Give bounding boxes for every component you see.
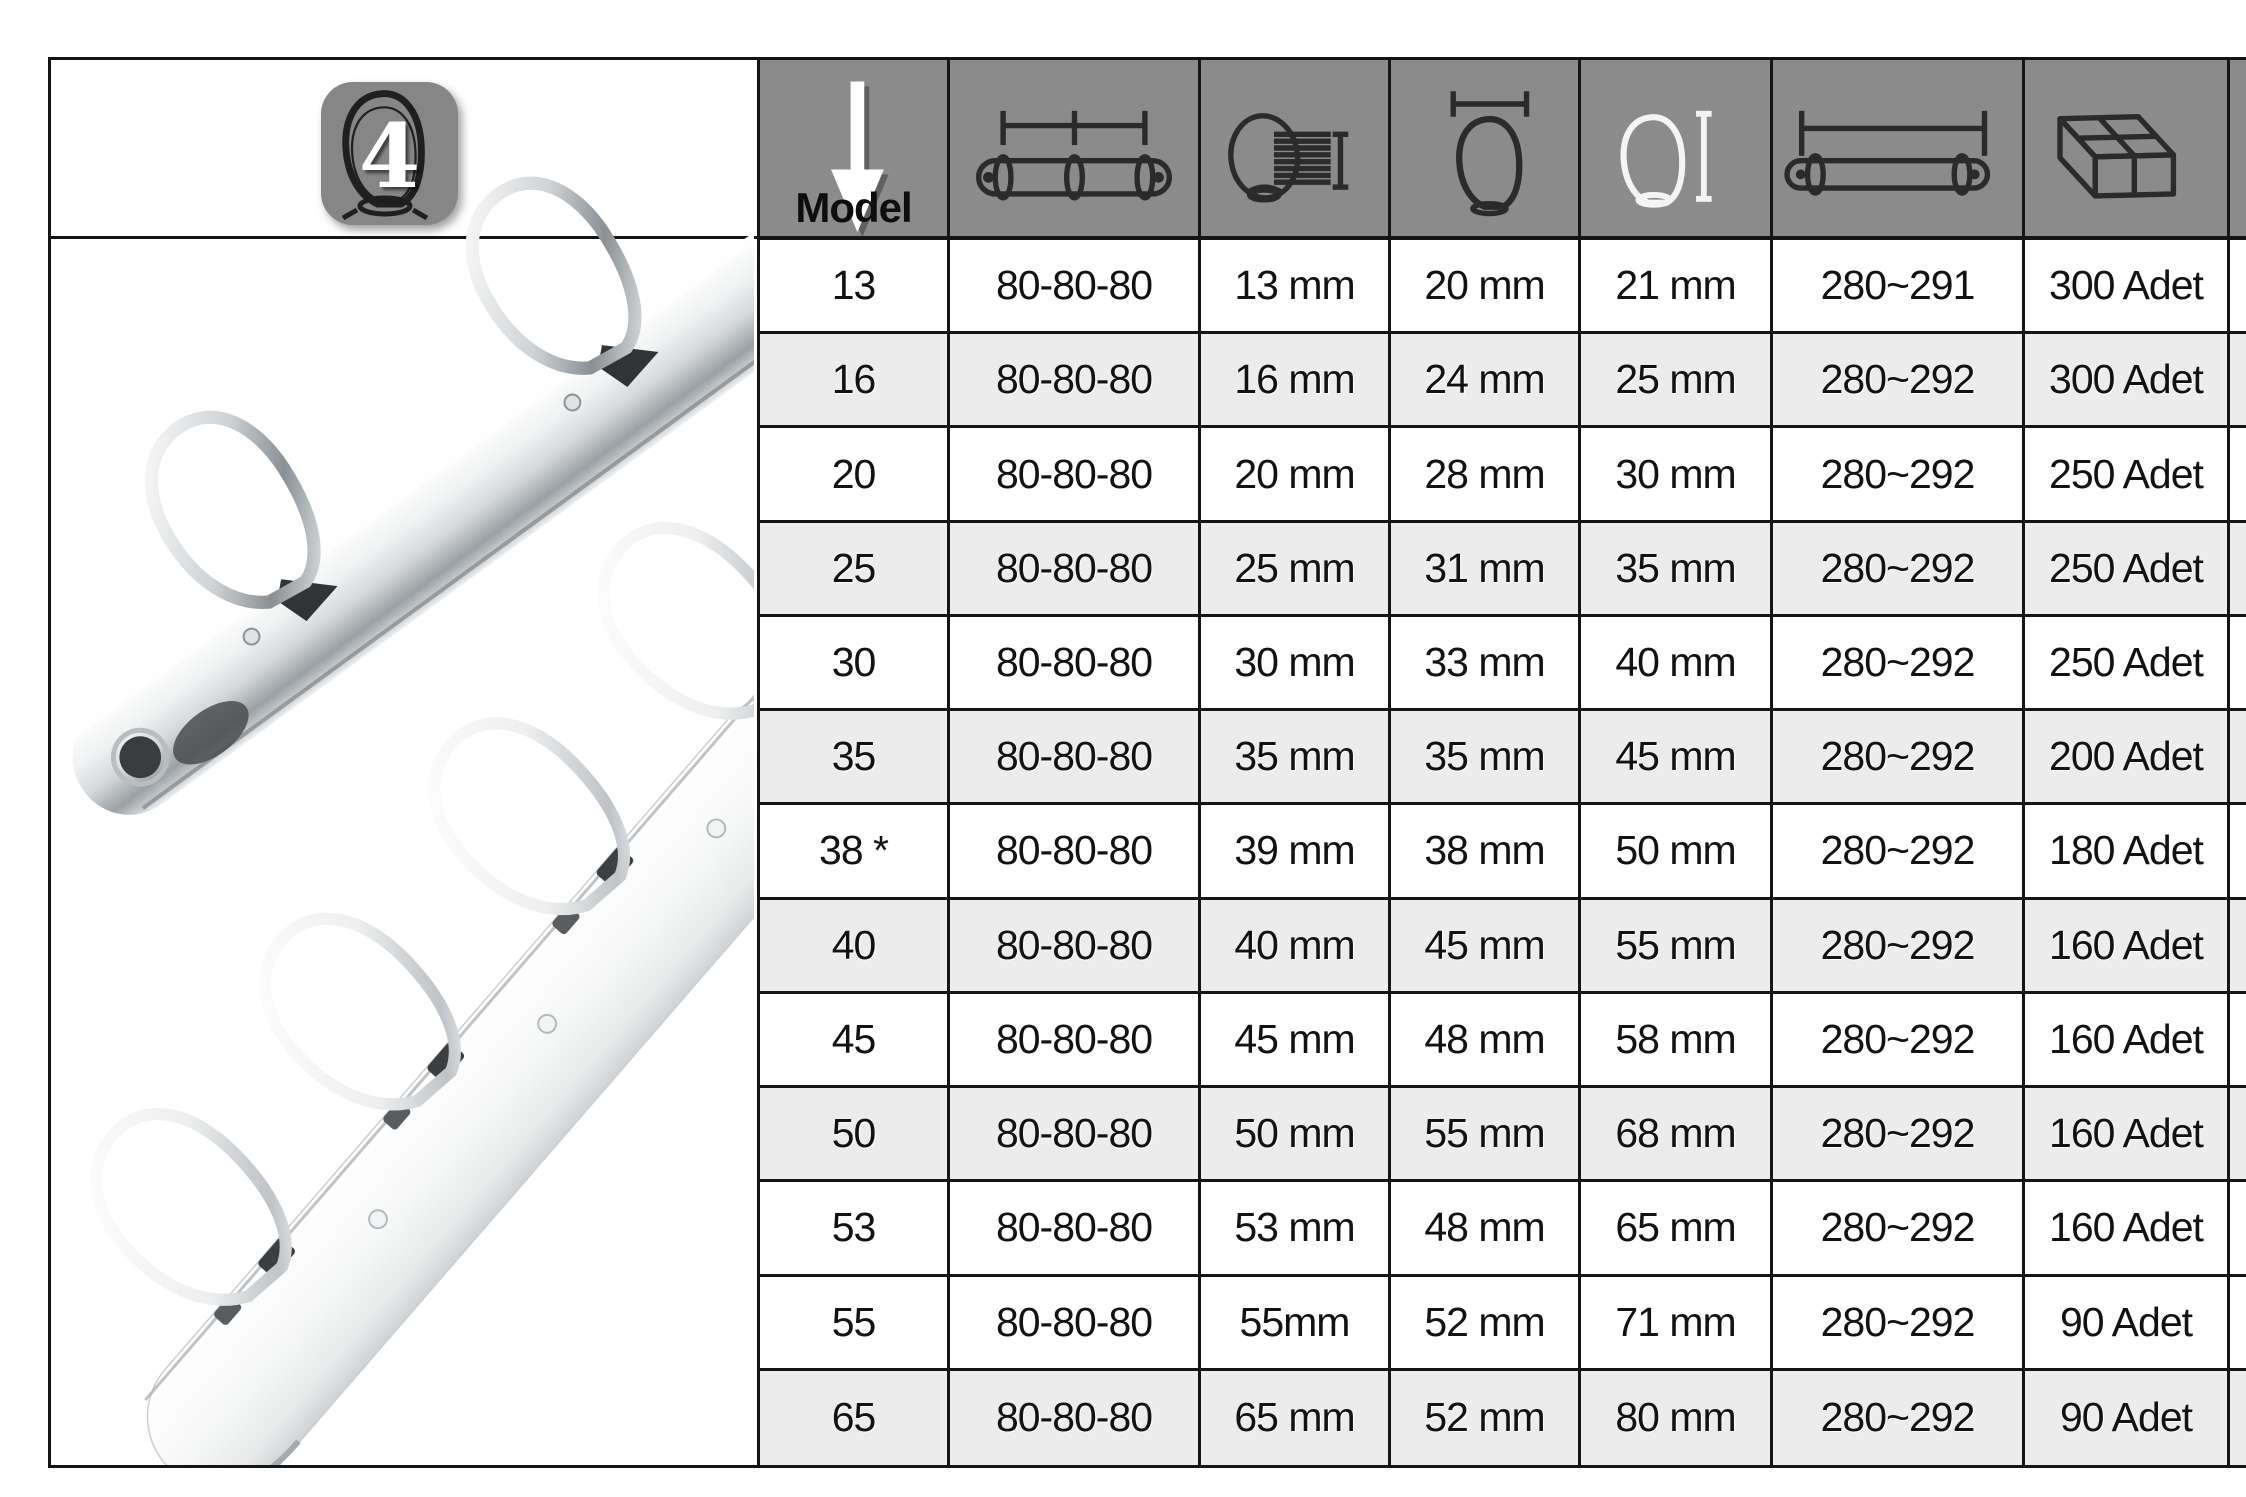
- table-cell: 80-80-80: [950, 523, 1201, 617]
- table-cell: 48 mm: [1391, 994, 1581, 1088]
- model-cell: 40: [760, 900, 950, 994]
- table-cell: 35 mm: [1581, 523, 1773, 617]
- table-cell: 24 mm: [1391, 334, 1581, 428]
- model-cell: 16: [760, 334, 950, 428]
- table-cell-cropped: [2230, 240, 2246, 334]
- table-cell: 80-80-80: [950, 617, 1201, 711]
- table-cell: 25 mm: [1201, 523, 1391, 617]
- table-cell: 80 mm: [1581, 1371, 1773, 1465]
- table-cell: 16 mm: [1201, 334, 1391, 428]
- table-cell: 71 mm: [1581, 1277, 1773, 1371]
- table-cell: 80-80-80: [950, 1182, 1201, 1276]
- header-cropped-column: [2230, 60, 2246, 240]
- table-cell: 90 Adet: [2025, 1371, 2230, 1465]
- table-cell: 48 mm: [1391, 1182, 1581, 1276]
- model-cell: 45: [760, 994, 950, 1088]
- table-cell: 280~292: [1773, 900, 2025, 994]
- table-cell: 250 Adet: [2025, 617, 2230, 711]
- model-cell: 20: [760, 428, 950, 522]
- model-cell: 13: [760, 240, 950, 334]
- table-cell: 80-80-80: [950, 900, 1201, 994]
- table-cell: 80-80-80: [950, 1277, 1201, 1371]
- table-cell: 65 mm: [1581, 1182, 1773, 1276]
- table-cell: 31 mm: [1391, 523, 1581, 617]
- table-cell: 35 mm: [1391, 711, 1581, 805]
- lower-rail: [51, 482, 754, 1465]
- table-cell-cropped: [2230, 1371, 2246, 1465]
- table-cell: 28 mm: [1391, 428, 1581, 522]
- table-cell: 280~292: [1773, 523, 2025, 617]
- table-cell: 40 mm: [1581, 617, 1773, 711]
- ring-binder-mechanism-photo: [51, 60, 754, 1465]
- table-cell: 53 mm: [1201, 1182, 1391, 1276]
- table-cell: 80-80-80: [950, 240, 1201, 334]
- table-cell-cropped: [2230, 428, 2246, 522]
- table-cell-cropped: [2230, 617, 2246, 711]
- table-cell: 80-80-80: [950, 711, 1201, 805]
- table-cell: 50 mm: [1581, 805, 1773, 899]
- table-cell: 250 Adet: [2025, 428, 2230, 522]
- table-cell-cropped: [2230, 994, 2246, 1088]
- table-cell: 280~292: [1773, 711, 2025, 805]
- table-cell: 80-80-80: [950, 805, 1201, 899]
- table-cell-cropped: [2230, 900, 2246, 994]
- table-cell: 280~292: [1773, 1371, 2025, 1465]
- table-cell: 38 mm: [1391, 805, 1581, 899]
- table-cell: 200 Adet: [2025, 711, 2230, 805]
- table-cell: 280~292: [1773, 805, 2025, 899]
- table-cell-cropped: [2230, 1277, 2246, 1371]
- table-cell: 45 mm: [1201, 994, 1391, 1088]
- table-cell-cropped: [2230, 805, 2246, 899]
- table-cell: 160 Adet: [2025, 994, 2230, 1088]
- table-cell: 55 mm: [1581, 900, 1773, 994]
- model-cell: 25: [760, 523, 950, 617]
- table-cell: 21 mm: [1581, 240, 1773, 334]
- table-cell: 280~292: [1773, 1088, 2025, 1182]
- table-cell: 80-80-80: [950, 1088, 1201, 1182]
- table-cell-cropped: [2230, 1182, 2246, 1276]
- table-cell: 40 mm: [1201, 900, 1391, 994]
- table-cell-cropped: [2230, 1088, 2246, 1182]
- header-ring-capacity: [1201, 60, 1391, 240]
- table-cell: 55 mm: [1391, 1088, 1581, 1182]
- table-cell: 80-80-80: [950, 428, 1201, 522]
- table-cell: 20 mm: [1391, 240, 1581, 334]
- model-cell: 50: [760, 1088, 950, 1182]
- table-cell: 160 Adet: [2025, 900, 2230, 994]
- table-cell: 280~292: [1773, 334, 2025, 428]
- table-cell: 280~292: [1773, 994, 2025, 1088]
- table-cell: 80-80-80: [950, 994, 1201, 1088]
- ring-capacity-icon: [1201, 60, 1388, 236]
- table-cell: 35 mm: [1201, 711, 1391, 805]
- rail-length-icon: [1773, 60, 2022, 236]
- header-ring-width: [1391, 60, 1581, 240]
- table-cell: 20 mm: [1201, 428, 1391, 522]
- table-cell-cropped: [2230, 523, 2246, 617]
- table-cell: 65 mm: [1201, 1371, 1391, 1465]
- table-cell: 30 mm: [1201, 617, 1391, 711]
- table-cell: 50 mm: [1201, 1088, 1391, 1182]
- model-cell: 55: [760, 1277, 950, 1371]
- model-cell: 30: [760, 617, 950, 711]
- table-cell: 250 Adet: [2025, 523, 2230, 617]
- table-cell: 280~292: [1773, 428, 2025, 522]
- header-hole-spacing: [950, 60, 1201, 240]
- table-cell: 55mm: [1201, 1277, 1391, 1371]
- table-cell: 300 Adet: [2025, 240, 2230, 334]
- model-header-label: Model: [795, 184, 912, 231]
- table-cell: 52 mm: [1391, 1277, 1581, 1371]
- spec-table: [757, 57, 2246, 1468]
- table-cell: 39 mm: [1201, 805, 1391, 899]
- model-cell: 53: [760, 1182, 950, 1276]
- table-cell: 33 mm: [1391, 617, 1581, 711]
- table-cell: 52 mm: [1391, 1371, 1581, 1465]
- model-cell: 65: [760, 1371, 950, 1465]
- table-cell: 280~292: [1773, 1182, 2025, 1276]
- table-cell: 280~291: [1773, 240, 2025, 334]
- model-cell: 38 *: [760, 805, 950, 899]
- ring-height-icon: [1581, 60, 1770, 236]
- table-cell: 25 mm: [1581, 334, 1773, 428]
- table-cell: 280~292: [1773, 1277, 2025, 1371]
- table-cell: 300 Adet: [2025, 334, 2230, 428]
- table-cell: 68 mm: [1581, 1088, 1773, 1182]
- table-cell: 90 Adet: [2025, 1277, 2230, 1371]
- header-rail-length: [1773, 60, 2025, 240]
- table-cell: 80-80-80: [950, 334, 1201, 428]
- rail-hole-spacing-icon: [950, 60, 1198, 236]
- table-cell: 180 Adet: [2025, 805, 2230, 899]
- table-cell: 160 Adet: [2025, 1088, 2230, 1182]
- product-photo-panel: [48, 57, 757, 1468]
- ring-count-badge: [321, 82, 458, 225]
- table-cell: 45 mm: [1391, 900, 1581, 994]
- table-cell-cropped: [2230, 334, 2246, 428]
- header-ring-height: [1581, 60, 1773, 240]
- table-cell: 280~292: [1773, 617, 2025, 711]
- carton-box-icon: [2025, 60, 2227, 236]
- table-cell: 45 mm: [1581, 711, 1773, 805]
- table-cell: 13 mm: [1201, 240, 1391, 334]
- table-cell-cropped: [2230, 711, 2246, 805]
- model-cell: 35: [760, 711, 950, 805]
- table-cell: 30 mm: [1581, 428, 1773, 522]
- header-model: [760, 60, 950, 240]
- table-cell: 58 mm: [1581, 994, 1773, 1088]
- ring-width-icon: [1391, 60, 1578, 236]
- badge-number: 4: [358, 103, 421, 208]
- table-cell: 160 Adet: [2025, 1182, 2230, 1276]
- header-box-quantity: [2025, 60, 2230, 240]
- table-cell: 80-80-80: [950, 1371, 1201, 1465]
